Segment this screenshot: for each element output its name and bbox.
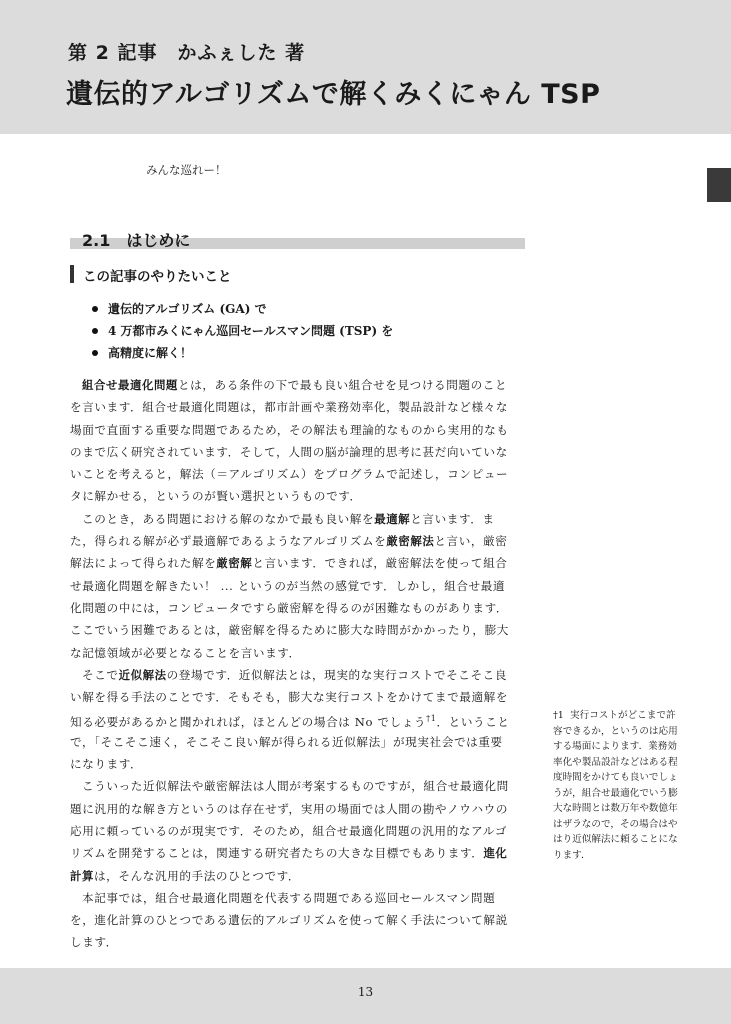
paragraph-line: 化問題の中には，コンピュータですら厳密解を得るのが困難なものがあります． — [70, 600, 509, 615]
sidenote-line: はり近似解法に頼ることにな — [553, 834, 678, 845]
article-title: 遺伝的アルゴリズムで解くみくにゃん TSP — [66, 79, 601, 110]
paragraph-line: のまで広く研究されています．そして，人間の脳が論理的思考に甚だ向いていな — [70, 444, 508, 459]
paragraph-line: を言います．組合せ最適化問題は，都市計画や業務効率化，製品設計など様々な — [70, 400, 509, 415]
sidenote-line: 度時間をかけても良いでしょ — [553, 772, 678, 783]
paragraph-line: します． — [70, 935, 118, 950]
sidenote-line: ります． — [553, 849, 591, 861]
paragraph-line: 組合せ最適化問題とは，ある条件の下で最も良い組合せを見つける問題のこと — [82, 378, 508, 392]
body-text — [70, 374, 530, 954]
chapter-line: 第 2 記事 かふぇした 著 — [68, 42, 306, 64]
paragraph-line: こういった近似解法や厳密解法は人間が考案するものですが，組合せ最適化問 — [82, 779, 509, 794]
paragraph-line: な記憶領域が必要となることを言います． — [70, 645, 301, 660]
sidenote-line: 大な時間とは数万年や数億年 — [553, 803, 678, 814]
bold-term: 厳密解 — [216, 556, 253, 571]
section-heading-text — [82, 228, 190, 251]
header-band — [0, 0, 731, 134]
list-item: 高精度に解く！ — [92, 342, 393, 364]
paragraph-line: 本記事では，組合せ最適化問題を代表する問題である巡回セールスマン問題 — [82, 890, 496, 905]
sidenote-mark: †1 — [553, 710, 564, 721]
paragraph-line: 計算は，そんな汎用的手法のひとつです． — [70, 868, 301, 883]
bold-term: 近似解法 — [118, 667, 167, 682]
chapter-thumb-tab — [707, 168, 731, 202]
sidenote-line: 率化や製品設計などはある程 — [553, 756, 678, 768]
paragraph-line: 場面で直面する重要な問題であるため，その解法も理論的なものから実用的なも — [70, 422, 509, 437]
sidenote-line: する場面によります．業務効 — [553, 741, 677, 752]
list-item: 4 万都市みくにゃん巡回セールスマン問題 (TSP) を — [92, 320, 393, 342]
section-heading — [70, 228, 525, 254]
bullet-dot-icon — [92, 306, 98, 312]
paragraph-line: そこで近似解法の登場です．近似解法とは，現実的な実行コストでそこそこ良 — [82, 667, 508, 682]
sidenote-line: うが，組合せ最適化でいう膨 — [553, 787, 678, 799]
bold-term: 計算 — [70, 868, 94, 883]
bold-term: 厳密解法 — [386, 534, 435, 549]
paragraph-line: を，進化計算のひとつである遺伝的アルゴリズムを使って解く手法について解説 — [70, 913, 508, 928]
bullet-dot-icon — [92, 328, 98, 334]
paragraph-line: 知る必要があるかと聞かれれば，ほとんどの場合は No でしょう$^{\dagger 1}$．ということ — [70, 714, 510, 730]
bullet-dot-icon — [92, 350, 98, 356]
paragraph-line: 題に汎用的な解き方というのは存在せず，実用の場面では人間の勘やノウハウの — [70, 801, 509, 816]
paragraph-line: い解を得る手法のことです．そもそも，膨大な実行コストをかけてまで最適解を — [70, 690, 509, 705]
paragraph-line: タに解かせる，というのが賢い選択というものです． — [70, 489, 362, 504]
sidenote-line: はザラなので，その場合はや — [553, 818, 678, 830]
paragraph-line: になります． — [70, 757, 143, 772]
paragraph-line: リズムを開発することは，関連する研究者たちの大きな目標でもあります．進化 — [70, 846, 508, 861]
bold-term: 進化 — [483, 846, 508, 861]
paragraph-line: せ最適化問題を解きたい！ ... というのが当然の感覚です．しかし，組合せ最適 — [70, 578, 506, 593]
paragraph-line: で，「そこそこ速く，そこそこ良い解が得られる近似解法」が現実社会では重要 — [70, 734, 503, 749]
paragraph-line: 解法によって得られた解を厳密解と言います．できれば，厳密解法を使って組合 — [70, 556, 508, 571]
list-item: 遺伝的アルゴリズム (GA) で — [92, 298, 393, 320]
section-number: 2.1 — [82, 231, 111, 250]
paragraph-line: いことを考えると，解法（＝アルゴリズム）をプログラムで記述し，コンピュー — [70, 467, 509, 482]
paragraph-line: た，得られる解が必ず最適解であるようなアルゴリズムを厳密解法と言い，厳密 — [70, 534, 508, 549]
sidenote-line: †1 実行コストがどこまで許 — [553, 710, 676, 721]
bold-term: 最適解 — [374, 511, 411, 526]
sidenote-line: 容できるか，というのは応用 — [553, 725, 678, 737]
epigraph: みんな巡れー！ — [146, 163, 227, 177]
paragraph-line: 応用に頼っているのが現実です．そのため，組合せ最適化問題の汎用的なアルゴ — [70, 823, 508, 838]
page-number: 13 — [357, 985, 374, 999]
sidenote — [553, 708, 693, 863]
goal-list — [92, 298, 393, 364]
bold-term: 組合せ最適化問題 — [82, 378, 178, 392]
subsection-marker — [70, 265, 74, 283]
paragraph-line: ここでいう困難であるとは，厳密解を得るために膨大な時間がかかったり，膨大 — [70, 623, 509, 638]
paragraph-line: このとき，ある問題における解のなかで最も良い解を最適解と言います．ま — [82, 511, 495, 526]
section-title: はじめに — [126, 231, 191, 250]
subsection-title: この記事のやりたいこと — [83, 269, 232, 285]
footnote-ref[interactable]: †1 — [426, 714, 437, 724]
